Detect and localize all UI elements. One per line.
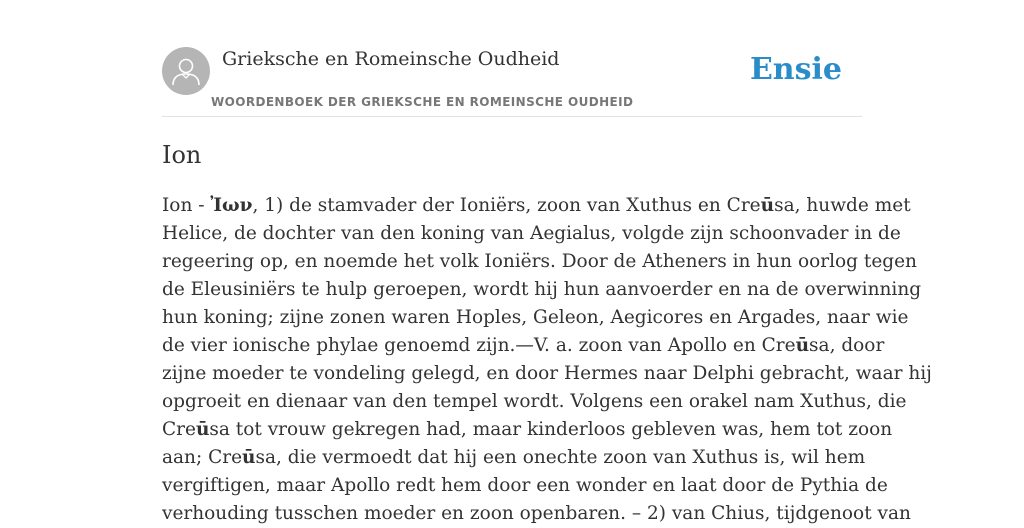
text-run: Cre — [162, 419, 196, 440]
entry-line: de Eleusiniërs te hulp geroepen, wordt hij hun aanvoerder en na de overwinning — [162, 279, 922, 300]
accent-letter: ū — [195, 419, 210, 440]
accent-letter: ū — [242, 447, 256, 468]
entry-line: verhouding tusschen moeder en zoon openbaren. – 2) van Chius, tijdgenoot van — [162, 503, 911, 524]
entry-line: opgroeit en dienaar van den tempel wordt. Volgens een orakel nam Xuthus, die — [162, 391, 907, 412]
accent-letter: ū — [760, 195, 775, 216]
entry-line — [162, 332, 885, 360]
text-run: sa, door — [809, 335, 885, 356]
text-run: de vier ionische phylae genoemd zijn.—V. a. zoon van Apollo en Cre — [162, 335, 796, 356]
entry-line: zijne moeder te vondeling gelegd, en door Hermes naar Delphi gebracht, waar hij — [162, 363, 932, 384]
site-header — [162, 44, 862, 117]
source-title-link[interactable]: Grieksche en Romeinsche Oudheid — [222, 48, 560, 70]
text-run: sa, die vermoedt dat hij een onechte zoon van Xuthus is, wil hem — [255, 447, 866, 468]
entry-line — [162, 416, 893, 444]
text-run: sa, huwde met — [774, 195, 911, 216]
entry-line — [162, 444, 866, 472]
user-icon — [162, 47, 210, 95]
source-subtitle: WOORDENBOEK DER GRIEKSCHE EN ROMEINSCHE OUDHEID — [211, 95, 634, 109]
entry-line — [162, 192, 911, 220]
entry-line: vergiftigen, maar Apollo redt hem door een wonder en laat door de Pythia de — [162, 475, 888, 496]
ensie-logo[interactable]: Ensie — [749, 52, 842, 87]
text-run: aan; Cre — [162, 447, 243, 468]
entry-line: regeering op, en noemde het volk Ioniërs. Door de Atheners in hun oorlog tegen — [162, 251, 917, 272]
text-run: sa tot vrouw gekregen had, maar kinderloos gebleven was, hem tot zoon — [209, 419, 893, 440]
text-run: , 1) de stamvader der Ioniërs, zoon van Xuthus en Cre — [252, 195, 761, 216]
source-avatar[interactable] — [162, 47, 210, 95]
entry-line: Helice, de dochter van den koning van Aegialus, volgde zijn schoonvader in de — [162, 223, 901, 244]
text-run: Ion - — [162, 195, 211, 216]
entry-body — [162, 192, 932, 528]
entry-line: hun koning; zijne zonen waren Hoples, Geleon, Aegicores en Argades, naar wie — [162, 307, 909, 328]
greek-term: Ἰων — [210, 195, 253, 216]
accent-letter: ū — [795, 335, 810, 356]
entry-title: Ion — [162, 141, 202, 169]
